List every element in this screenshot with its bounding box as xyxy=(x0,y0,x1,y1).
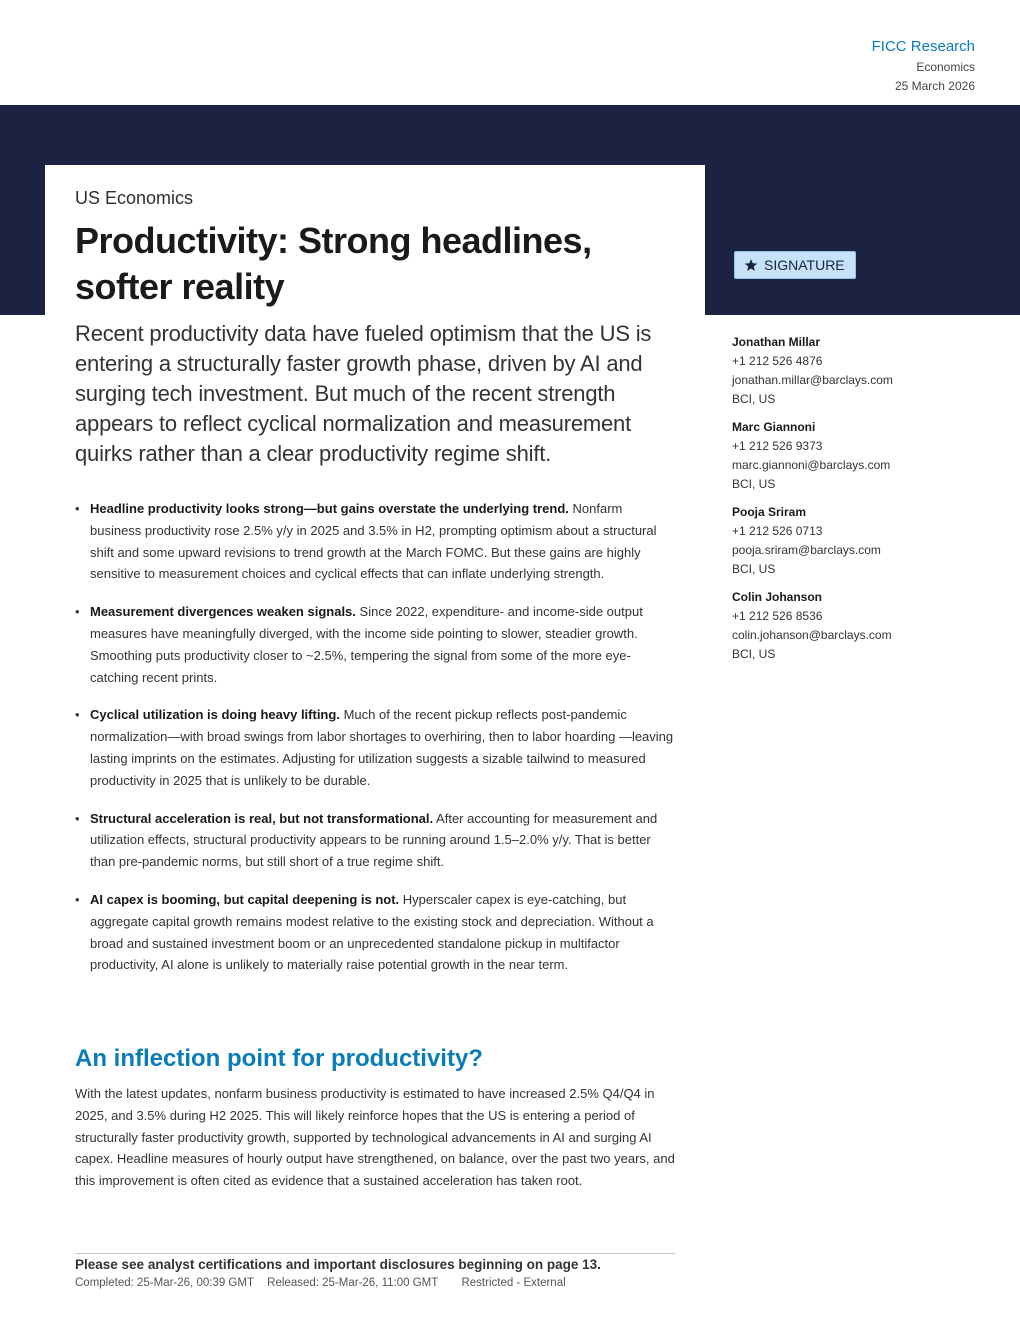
section-heading: An inflection point for productivity? xyxy=(75,1045,483,1072)
bullet-icon: • xyxy=(75,810,80,826)
analyst-entity: BCI, US xyxy=(732,562,776,576)
analyst-name: Pooja Sriram xyxy=(732,505,807,519)
key-point-text: Hyperscaler capex is eye-catching, but aggregate capital growth remains modest relative to the existing stock and depreciation. Without a broad and sustained investment boom or an unprecedented standalone pickup in multifactor productivity, AI alone is unlikely to materially raise potential growth in the near term. xyxy=(90,891,654,973)
analyst-name: Jonathan Millar xyxy=(732,335,821,349)
section-label: US Economics xyxy=(75,188,194,208)
bullet-icon: • xyxy=(75,707,80,723)
star-icon xyxy=(744,258,758,272)
key-point xyxy=(75,704,675,791)
signature-badge xyxy=(734,251,856,279)
analyst-entity: BCI, US xyxy=(732,647,776,661)
key-point-text: Nonfarm business productivity rose 2.5% y/y in 2025 and 3.5% in H2, prompting optimism about a structural shift and some upward revisions to trend growth at the March FOMC. But these gains are highly sensitive to measurement choices and cyclical effects that can inflate underlying strength. xyxy=(90,501,657,582)
analyst-sidebar xyxy=(732,333,992,673)
classification-label: Restricted - External xyxy=(461,1277,566,1289)
report-header xyxy=(872,36,975,96)
analyst-email[interactable]: marc.giannoni@barclays.com xyxy=(732,458,891,472)
key-point xyxy=(75,498,675,585)
category-label: Economics xyxy=(916,60,975,74)
analyst-phone: +1 212 526 0713 xyxy=(732,524,823,538)
analyst-email[interactable]: pooja.sriram@barclays.com xyxy=(732,543,881,557)
analyst-phone: +1 212 526 4876 xyxy=(732,354,823,368)
bullet-icon: • xyxy=(75,604,80,620)
key-point-text: Since 2022, expenditure- and income-side output measures have meaningfully diverged, with the income side pointing to slower, steadier growth. Smoothing puts productivity closer to ~2.5%, tempering the signal from some of the more eye-catching recent prints. xyxy=(90,604,643,685)
analyst-entity: BCI, US xyxy=(732,392,776,406)
completed-timestamp: Completed: 25-Mar-26, 00:39 GMT xyxy=(75,1277,254,1289)
key-point xyxy=(75,889,675,976)
key-point-lead: Headline productivity looks strong—but gains overstate the underlying trend. xyxy=(90,501,569,516)
analyst-name: Marc Giannoni xyxy=(732,420,816,434)
brand-label: FICC Research xyxy=(871,38,975,55)
released-timestamp: Released: 25-Mar-26, 11:00 GMT xyxy=(267,1277,439,1289)
analyst-name: Colin Johanson xyxy=(732,590,822,604)
analyst-email[interactable]: jonathan.millar@barclays.com xyxy=(732,373,893,387)
key-point-text: After accounting for measurement and utilization effects, structural productivity appears to be running around 1.5–2.0% y/y. That is better than pre-pandemic norms, but still short of a true regime shift. xyxy=(90,810,658,870)
lede-paragraph: Recent productivity data have fueled optimism that the US is entering a structurally faster growth phase, driven by AI and surging tech investment. But much of the recent strength appears to reflect cyclical normalization and measurement quirks rather than a clear productivity regime shift. xyxy=(75,321,652,466)
analyst-card xyxy=(732,588,992,664)
footer-meta xyxy=(75,1277,576,1289)
analyst-email[interactable]: colin.johanson@barclays.com xyxy=(732,628,892,642)
footer-divider xyxy=(75,1253,675,1254)
disclosure-note: Please see analyst certifications and important disclosures beginning on page 13. xyxy=(75,1257,601,1272)
key-point-lead: Cyclical utilization is doing heavy lifting. xyxy=(90,707,340,723)
key-point xyxy=(75,601,675,688)
analyst-phone: +1 212 526 9373 xyxy=(732,439,823,453)
key-point-lead: Measurement divergences weaken signals. xyxy=(90,604,356,620)
analyst-card xyxy=(732,418,992,494)
analyst-phone: +1 212 526 8536 xyxy=(732,609,823,623)
bullet-icon: • xyxy=(75,891,80,907)
analyst-entity: BCI, US xyxy=(732,477,776,491)
badge-label: SIGNATURE xyxy=(764,257,845,273)
key-point-lead: AI capex is booming, but capital deepening is not. xyxy=(90,891,400,907)
analyst-card xyxy=(732,333,992,409)
report-date: 25 March 2026 xyxy=(894,79,975,93)
key-point-lead: Structural acceleration is real, but not transformational. xyxy=(90,810,434,826)
bullet-icon: • xyxy=(75,501,80,516)
page-title: Productivity: Strong headlines, softer reality xyxy=(75,220,592,307)
key-point xyxy=(75,808,675,873)
key-point-text: Much of the recent pickup reflects post-pandemic normalization—with broad swings from labor shortages to overhiring, then to labor hoarding —leaving lasting imprints on the estimates. Adjusting for utilization suggests a sizable tailwind to measured productivity in 2025 that is unlikely to be durable. xyxy=(90,707,674,788)
key-points-list xyxy=(75,498,675,992)
section-body: With the latest updates, nonfarm business productivity is estimated to have increased 2.5% Q4/Q4 in 2025, and 3.5% during H2 2025. This will likely reinforce hopes that the US is entering a period of structurally faster productivity growth, supported by technological advancements in AI and surging AI capex. Headline measures of hourly output have strengthened, on balance, over the past two years, and this improvement is often cited as evidence that a sustained acceleration has taken root. xyxy=(75,1086,675,1189)
analyst-card xyxy=(732,503,992,579)
